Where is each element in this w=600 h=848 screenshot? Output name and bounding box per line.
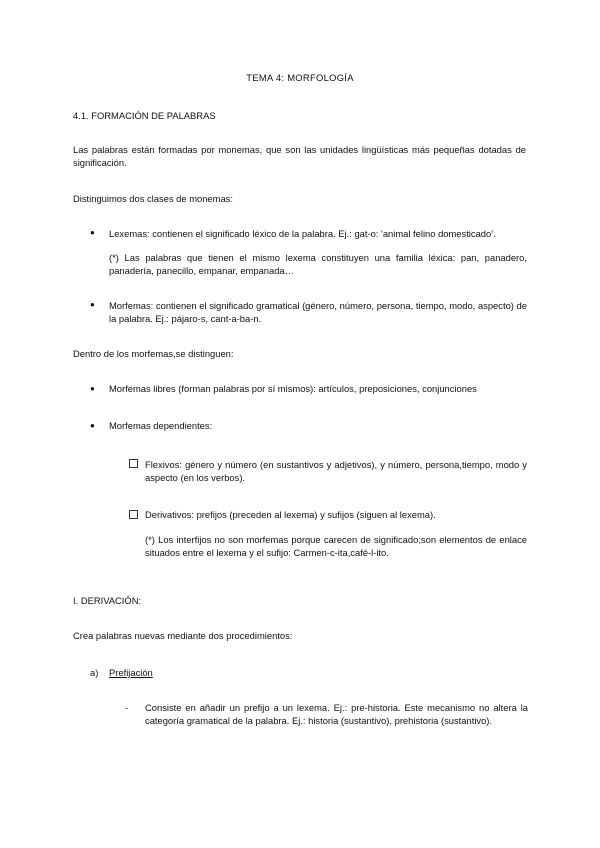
section-heading-derivation: I. DERIVACIÓN: xyxy=(73,595,142,606)
prefixation-description: Consiste en añadir un prefijo a un lexema. Ej.: pre-historia. Este mecanismo no altera la categoría gramatical de la palabra. Ej.: historia (sustantivo), prehistoria (sustantivo). xyxy=(145,702,528,726)
intro-paragraph: Las palabras están formadas por monemas, que son las unidades lingüísticas más pequeñas dotadas de significación. xyxy=(73,144,526,168)
derivation-intro: Crea palabras nuevas mediante dos procedimientos: xyxy=(73,630,293,641)
page-title: TEMA 4: MORFOLOGÍA xyxy=(246,72,354,83)
bullet-free-morphemes: Morfemas libres (forman palabras por sí mismos): artículos, preposiciones, conjunciones xyxy=(109,383,477,394)
lexeme-family-note: (*) Las palabras que tienen el mismo lexema constituyen una familia léxica: pan, panadero, panadería, panecillo, empanar, empanada… xyxy=(109,252,527,276)
bullet-marker: ● xyxy=(90,228,95,237)
list-marker: - xyxy=(125,702,129,713)
bullet-marker: ● xyxy=(90,421,95,430)
within-morphemes-line: Dentro de los morfemas,se distinguen: xyxy=(73,348,234,359)
checkbox-square-icon xyxy=(129,459,138,468)
bullet-morfemas: Morfemas: contienen el significado gramatical (género, número, persona, tiempo, modo, aspecto) de la palabra. Ej.: pájaro-s, cant-a-ba-n. xyxy=(109,300,527,324)
bullet-lexemas: Lexemas: contienen el significado léxico de la palabra. Ej.: gat-o: 'animal felino domesticado'. xyxy=(109,228,496,239)
bullet-marker: ● xyxy=(90,300,95,309)
interfix-note: (*) Los interfijos no son morfemas porque carecen de significado;son elementos de enlace situados entre el lexema y el sufijo: Carmen-c-ita,café-l-ito. xyxy=(145,534,527,558)
two-classes-line: Distinguimos dos clases de monemas: xyxy=(73,193,233,204)
checkbox-square-icon xyxy=(129,510,138,519)
section-heading-formation: 4.1. FORMACIÓN DE PALABRAS xyxy=(73,110,216,121)
inflectional-morphemes: Flexivos: género y número (en sustantivos y adjetivos), y número, persona,tiempo, modo y aspecto (en los verbos). xyxy=(145,459,527,483)
prefixation-heading: Prefijación xyxy=(109,667,153,678)
bullet-dependent-morphemes: Morfemas dependientes: xyxy=(109,420,213,431)
derivational-morphemes: Derivativos: prefijos (preceden al lexema) y sufijos (siguen al lexema). xyxy=(145,509,436,520)
bullet-marker: ● xyxy=(90,384,95,393)
list-marker: a) xyxy=(90,667,99,678)
